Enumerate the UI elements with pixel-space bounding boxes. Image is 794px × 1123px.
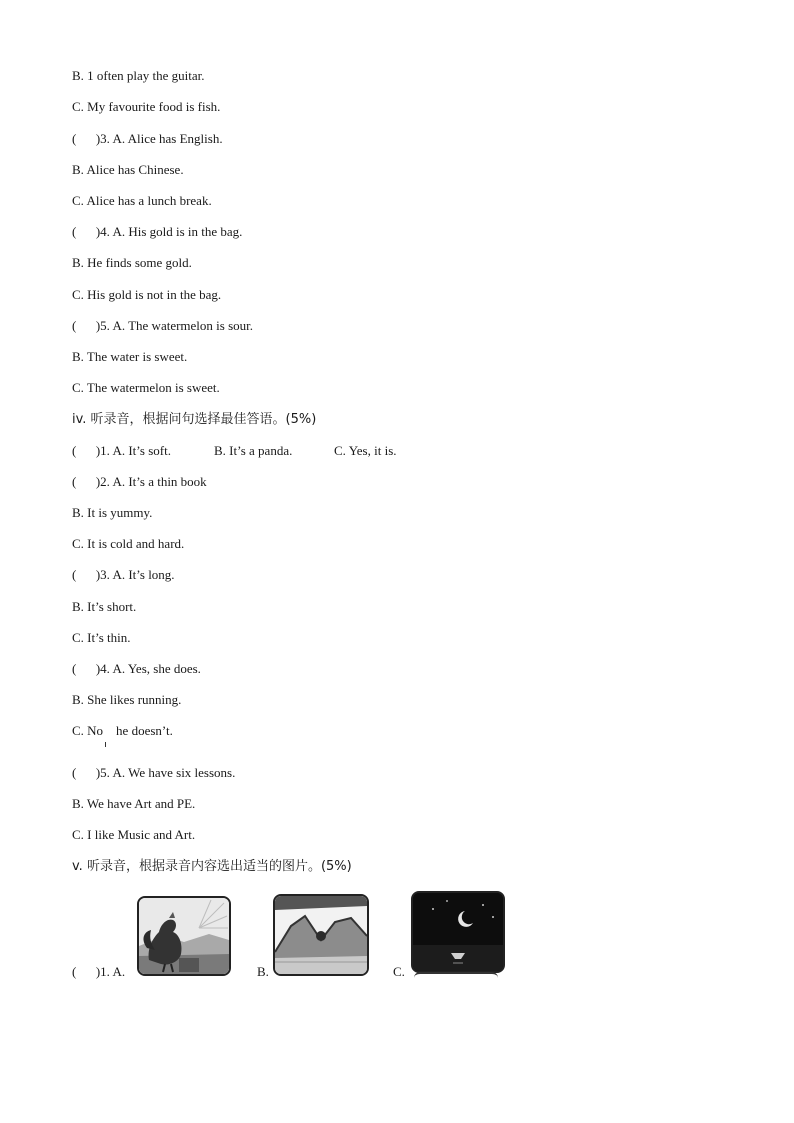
option-line: C. It is cold and hard. (72, 536, 185, 551)
rooster-sunrise-icon (137, 896, 231, 976)
option-line: C. My favourite food is fish. (72, 99, 221, 114)
question-line: ( )4. A. His gold is in the bag. (72, 224, 243, 239)
question-line: ( )5. A. We have six lessons. (72, 765, 236, 780)
question-line: ( )3. A. Alice has English. (72, 131, 223, 146)
question-line: ( )1. A. (72, 964, 126, 979)
option-line: B. It is yummy. (72, 505, 153, 520)
question-line: ( )3. A. It’s long. (72, 567, 175, 582)
option-line: B. We have Art and PE. (72, 796, 196, 811)
option-line: B. She likes running. (72, 692, 182, 707)
option-line: C. I like Music and Art. (72, 827, 196, 842)
night-moon-icon (411, 891, 505, 973)
option-line: B. The water is sweet. (72, 349, 188, 364)
option-line: C. No he doesn’t. (72, 723, 173, 738)
option-b: B. It’s a panda. (214, 443, 293, 458)
stray-mark (105, 742, 106, 747)
section-heading: v. 听录音，根据录音内容选出适当的图片。(5%) (72, 859, 352, 874)
option-line: B. Alice has Chinese. (72, 162, 184, 177)
option-line: B. He finds some gold. (72, 255, 192, 270)
option-line: B. It’s short. (72, 599, 137, 614)
question-line: ( )1. A. It’s soft. (72, 443, 171, 458)
question-line: ( )2. A. It’s a thin book (72, 474, 207, 489)
question-line: ( )4. A. Yes, she does. (72, 661, 201, 676)
mountains-icon (273, 894, 369, 976)
option-line: C. His gold is not in the bag. (72, 287, 222, 302)
picture-frame-edge (414, 972, 498, 978)
option-line: B. 1 often play the guitar. (72, 68, 205, 83)
question-line: ( )5. A. The watermelon is sour. (72, 318, 254, 333)
option-line: C. It’s thin. (72, 630, 131, 645)
option-line: C. Alice has a lunch break. (72, 193, 212, 208)
option-c: C. Yes, it is. (334, 443, 397, 458)
option-b: B. (257, 964, 269, 979)
option-line: C. The watermelon is sweet. (72, 380, 220, 395)
section-heading: iv. 听录音，根据问句选择最佳答语。(5%) (72, 412, 317, 427)
option-c: C. (393, 964, 405, 979)
